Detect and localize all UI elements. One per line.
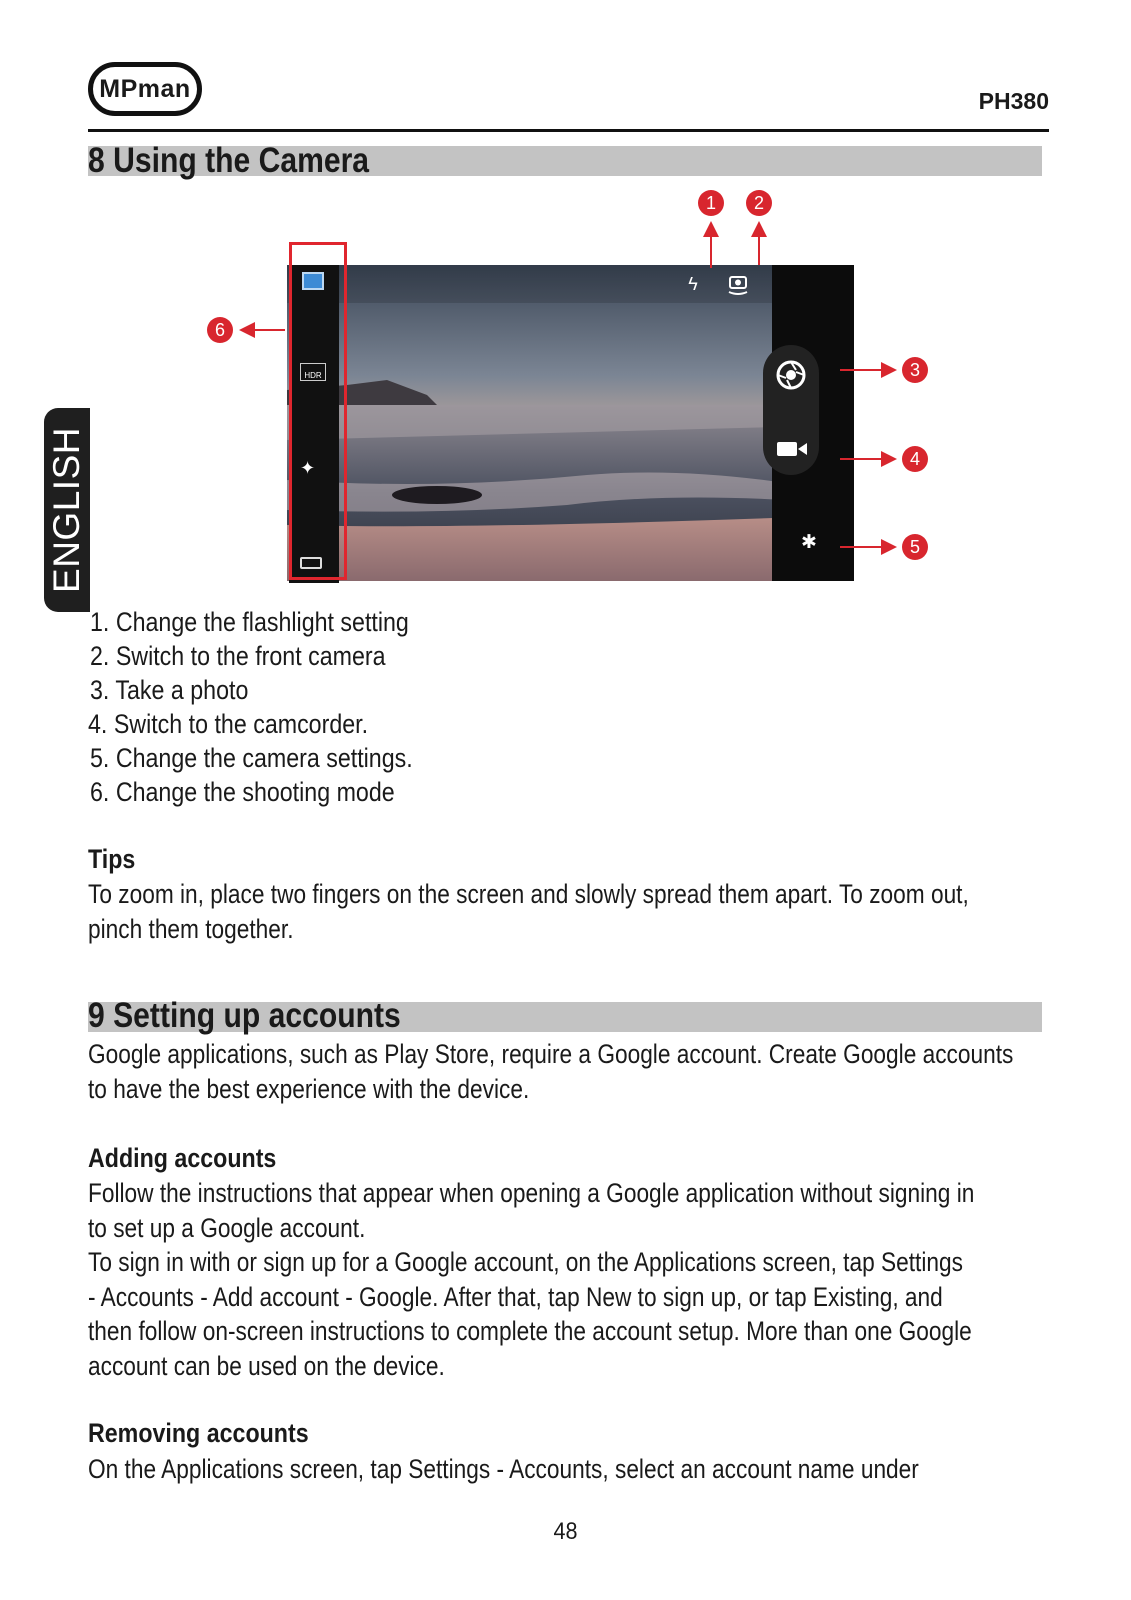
callout-5: 5	[902, 534, 928, 560]
text-line: to have the best experience with the device.	[88, 1073, 530, 1104]
flash-off-icon[interactable]: ϟ	[688, 273, 698, 294]
adding-accounts-heading: Adding accounts	[88, 1143, 277, 1173]
callout-4: 4	[902, 446, 928, 472]
camera-figure	[0, 180, 1131, 600]
effect-icon[interactable]: ✦	[300, 458, 316, 478]
list-item: 2. Switch to the front camera	[90, 641, 386, 671]
callout-arrows	[0, 180, 1131, 600]
section-title-accounts: 9 Setting up accounts	[88, 996, 401, 1035]
list-item: 5. Change the camera settings.	[90, 743, 413, 773]
brand-logo	[88, 62, 202, 116]
callout-3: 3	[902, 357, 928, 383]
language-label: ENGLISH	[46, 427, 87, 593]
text-line: On the Applications screen, tap Settings - Accounts, select an account name under	[88, 1454, 919, 1484]
text-line: Google applications, such as Play Store, require a Google account. Create Google accounts	[88, 1039, 1014, 1069]
tips-heading: Tips	[88, 844, 136, 874]
callout-1: 1	[698, 190, 724, 216]
text-line: to set up a Google account.	[88, 1212, 366, 1243]
text-line: then follow on-screen instructions to complete the account setup. More than one Google	[88, 1316, 972, 1346]
callout-6: 6	[207, 317, 233, 343]
removing-accounts-paragraph	[88, 1452, 1020, 1487]
section-title-camera: 8 Using the Camera	[88, 141, 370, 180]
list-item: 4. Switch to the camcorder.	[88, 709, 369, 739]
header-rule	[88, 129, 1049, 132]
logo-text: MPman	[99, 74, 191, 103]
model-number: PH380	[978, 88, 1049, 114]
list-item: 3. Take a photo	[90, 675, 249, 705]
text-line: Follow the instructions that appear when opening a Google application without signing in	[88, 1178, 975, 1208]
page-number: 48	[553, 1518, 578, 1545]
text-line: - Accounts - Add account - Google. After that, tap New to sign up, or tap Existing, and	[88, 1281, 943, 1312]
removing-accounts-heading: Removing accounts	[88, 1418, 309, 1448]
adding-accounts-paragraph	[88, 1176, 1020, 1383]
settings-gear-icon[interactable]: ✱	[801, 531, 817, 553]
list-item: 1. Change the flashlight setting	[90, 607, 409, 637]
accounts-intro	[88, 1037, 1020, 1106]
list-item: 6. Change the shooting mode	[90, 777, 395, 807]
text-line: pinch them together.	[88, 913, 294, 944]
text-line: To zoom in, place two fingers on the screen and slowly spread them apart. To zoom out,	[88, 879, 969, 909]
callout-2: 2	[746, 190, 772, 216]
hdr-label: HDR	[304, 371, 322, 380]
text-line: To sign in with or sign up for a Google account, on the Applications screen, tap Settings	[88, 1247, 963, 1277]
tips-paragraph	[88, 877, 1020, 946]
text-line: account can be used on the device.	[88, 1350, 445, 1381]
